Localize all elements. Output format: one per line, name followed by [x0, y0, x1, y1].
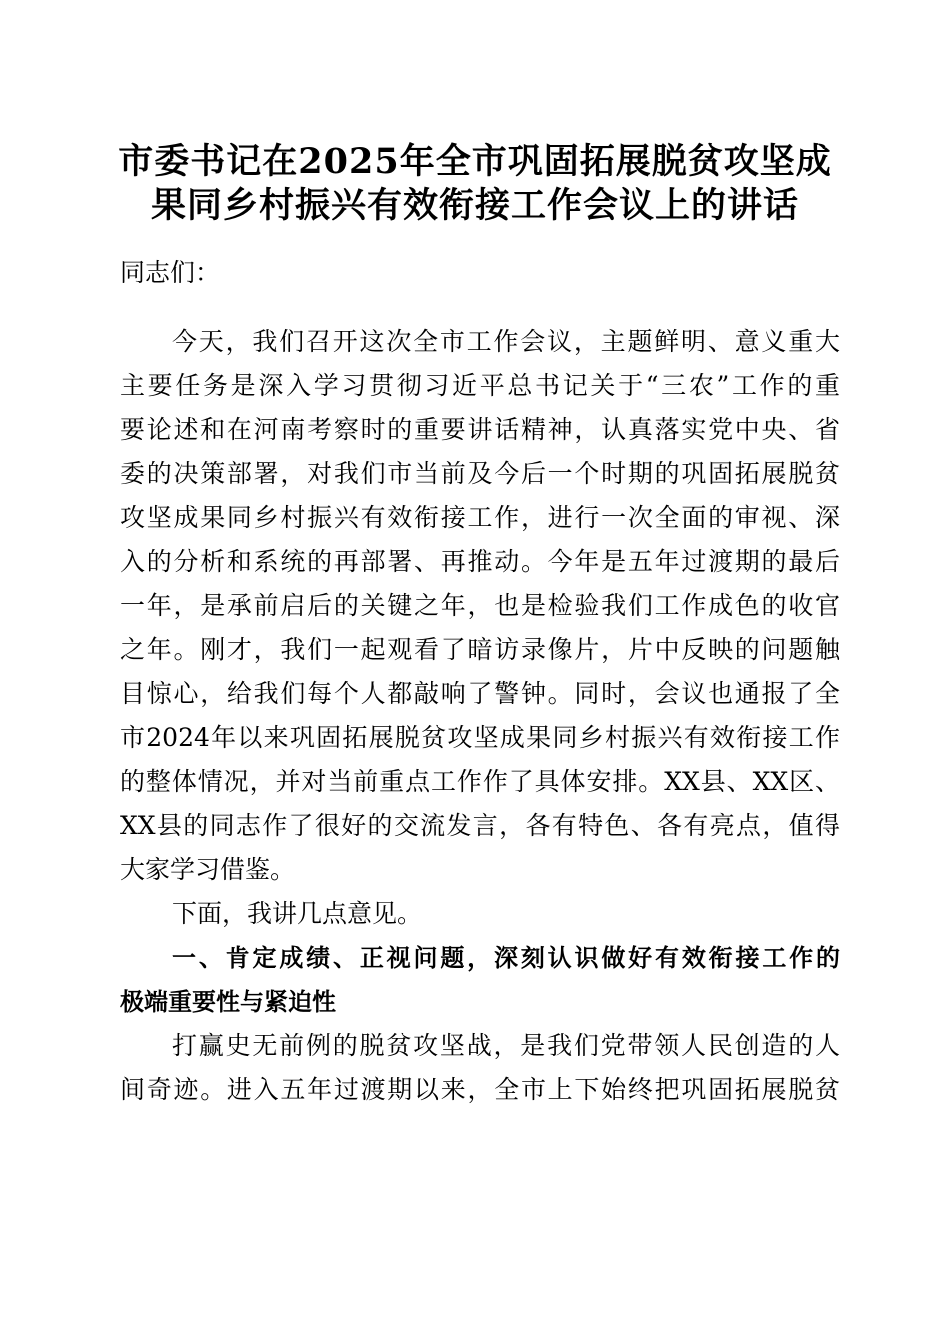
- paragraph-1-line-4: 委的决策部署，对我们市当前及今后一个时期的巩固拓展脱贫: [120, 459, 840, 488]
- section-heading-1-line-1: 一、肯定成绩、正视问题，深刻认识做好有效衔接工作的: [172, 944, 840, 972]
- section-heading-1-line-2: 极端重要性与紧迫性: [120, 988, 336, 1016]
- document-title-line-1: 市委书记在2025年全市巩固拓展脱贫攻坚成: [118, 141, 832, 182]
- document-title-line-2: 果同乡村振兴有效衔接工作会议上的讲话: [150, 185, 799, 226]
- salutation: 同志们：: [120, 258, 221, 287]
- paragraph-1-line-3: 要论述和在河南考察时的重要讲话精神，认真落实党中央、省: [120, 415, 840, 444]
- paragraph-1-line-10: 市2024年以来巩固拓展脱贫攻坚成果同乡村振兴有效衔接工作: [120, 723, 840, 752]
- paragraph-1-line-1: 今天，我们召开这次全市工作会议，主题鲜明、意义重大: [172, 327, 840, 356]
- paragraph-1-line-2: 主要任务是深入学习贯彻习近平总书记关于“三农”工作的重: [120, 371, 840, 400]
- paragraph-1-line-13: 大家学习借鉴。: [120, 855, 296, 884]
- paragraph-1-line-6: 入的分析和系统的再部署、再推动。今年是五年过渡期的最后: [120, 547, 840, 576]
- paragraph-1-line-11: 的整体情况，并对当前重点工作作了具体安排。XX县、XX区、: [120, 767, 840, 796]
- paragraph-1-line-8: 之年。刚才，我们一起观看了暗访录像片，片中反映的问题触: [120, 635, 840, 664]
- paragraph-3-line-1: 打赢史无前例的脱贫攻坚战，是我们党带领人民创造的人: [172, 1031, 840, 1060]
- paragraph-1-line-5: 攻坚成果同乡村振兴有效衔接工作，进行一次全面的审视、深: [120, 503, 840, 532]
- paragraph-2: 下面，我讲几点意见。: [172, 899, 423, 928]
- paragraph-1-line-9: 目惊心，给我们每个人都敲响了警钟。同时，会议也通报了全: [120, 679, 840, 708]
- paragraph-1-line-7: 一年，是承前启后的关键之年，也是检验我们工作成色的收官: [120, 591, 840, 620]
- paragraph-1-line-12: XX县的同志作了很好的交流发言，各有特色、各有亮点，值得: [120, 811, 840, 840]
- paragraph-3-line-2: 间奇迹。进入五年过渡期以来，全市上下始终把巩固拓展脱贫: [120, 1075, 840, 1104]
